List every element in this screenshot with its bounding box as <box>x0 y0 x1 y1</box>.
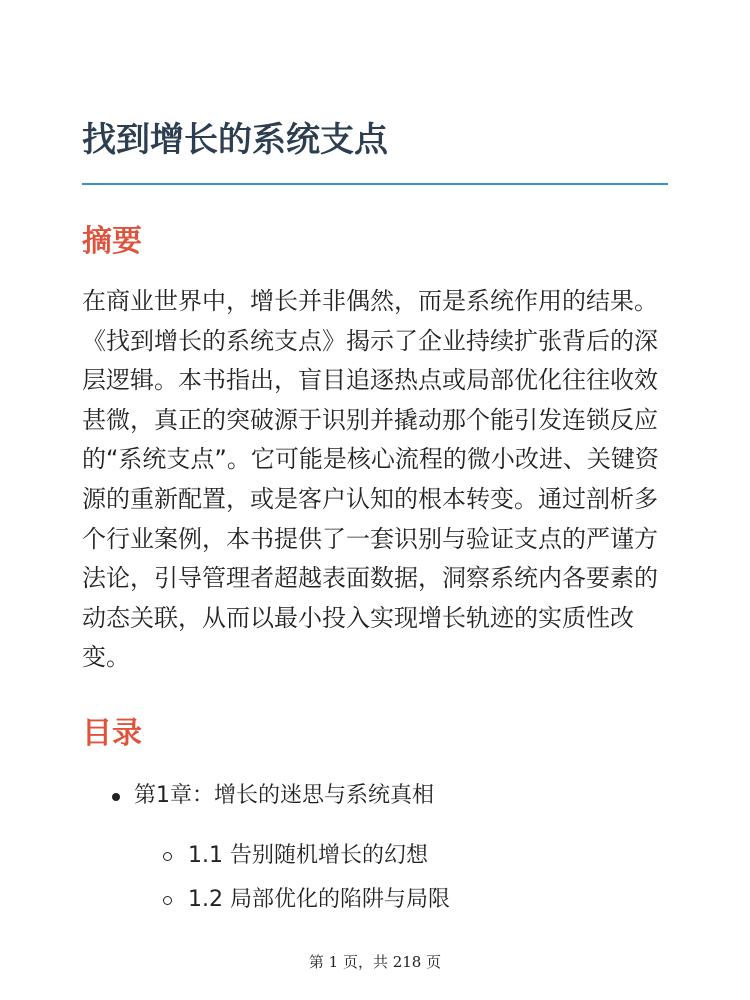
bullet-disc-icon <box>112 793 120 801</box>
document-title: 找到增长的系统支点 <box>82 120 388 160</box>
toc-item-label: 1.1 告别随机增长的幻想 <box>188 843 428 868</box>
title-divider <box>82 183 668 185</box>
bullet-circle-icon <box>163 852 172 861</box>
abstract-paragraph: 在商业世界中，增长并非偶然，而是系统作用的结果。《找到增长的系统支点》揭示了企业持续扩张背后的深层逻辑。本书指出，盲目追逐热点或局部优化往往收效甚微，真正的突破源于识别并撬动那个能引发连锁反应的“系统支点”。它可能是核心流程的微小改进、关键资源的重新配置，或是客户认知的根本转变。通过剖析多个行业案例，本书提供了一套识别与验证支点的严谨方法论，引导管理者超越表面数据，洞察系统内各要素的动态关联，从而以最小投入实现增长轨迹的实质性改变。 <box>82 287 659 672</box>
toc-item-section-1-1 <box>0 834 750 878</box>
toc-item-label: 第1章：增长的迷思与系统真相 <box>134 783 434 808</box>
page-number-footer: 第 1 页，共 218 页 <box>308 953 442 971</box>
toc-heading: 目录 <box>82 716 142 751</box>
toc-item-label: 1.2 局部优化的陷阱与局限 <box>188 887 450 912</box>
table-of-contents <box>0 774 750 922</box>
abstract-heading: 摘要 <box>82 224 142 259</box>
toc-item-chapter-1 <box>0 774 750 818</box>
bullet-circle-icon <box>163 896 172 905</box>
toc-item-section-1-2 <box>0 878 750 922</box>
